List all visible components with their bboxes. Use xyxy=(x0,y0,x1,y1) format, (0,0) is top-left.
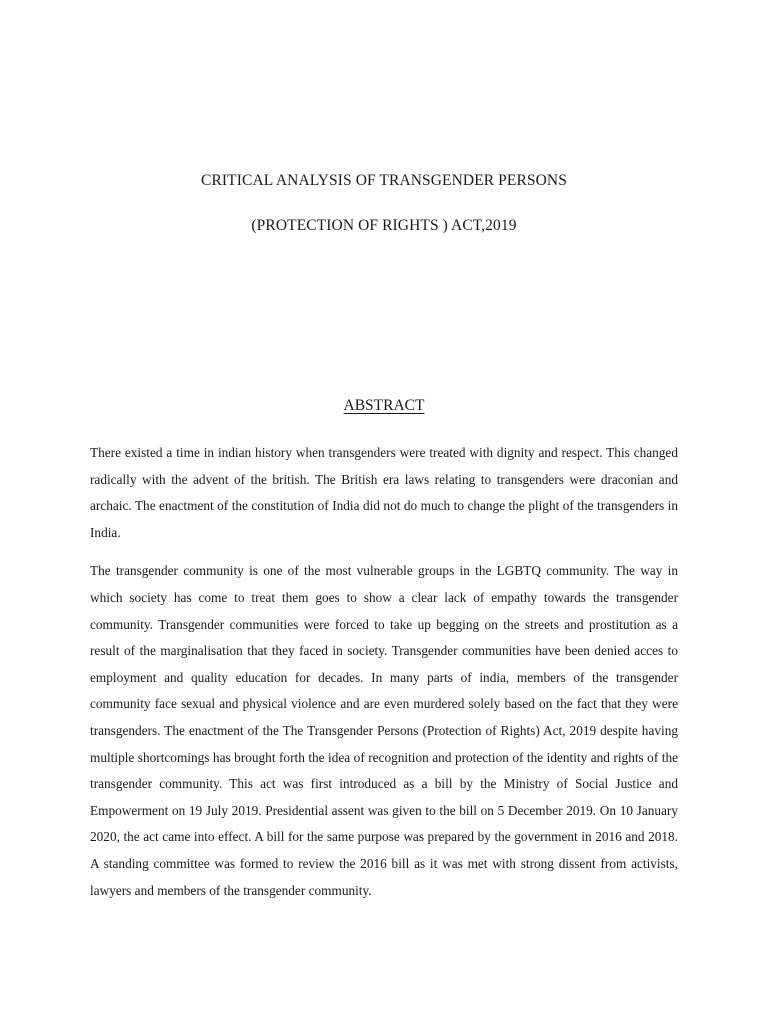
abstract-paragraph-1: There existed a time in indian history when transgenders were treated with dignity and respect. This changed radically with the advent of the british. The British era laws relating to transgenders were draconian and archaic. The enactment of the constitution of India did not do much to change the plight of the transgenders in India. xyxy=(90,445,678,540)
abstract-heading: ABSTRACT xyxy=(343,397,425,414)
document-title-line-2: (PROTECTION OF RIGHTS ) ACT,2019 xyxy=(251,217,517,234)
abstract-body xyxy=(90,440,678,904)
document-title-line-1: CRITICAL ANALYSIS OF TRANSGENDER PERSONS xyxy=(201,172,567,189)
abstract-paragraph-2: The transgender community is one of the most vulnerable groups in the LGBTQ community. The way in which society has come to treat them goes to show a clear lack of empathy towards the transgender community. Transgender communities were forced to take up begging on the streets and prostitution as a result of the marginalisation that they faced in society. Transgender communities have been denied acces to employment and quality education for decades. In many parts of india, members of the transgender community face sexual and physical violence and are even murdered solely based on the fact that they were transgenders. The enactment of the The Transgender Persons (Protection of Rights) Act, 2019 despite having multiple shortcomings has brought forth the idea of recognition and protection of the identity and rights of the transgender community. This act was first introduced as a bill by the Ministry of Social Justice and Empowerment on 19 July 2019. Presidential assent was given to the bill on 5 December 2019. On 10 January 2020, the act came into effect. A bill for the same purpose was prepared by the government in 2016 and 2018. A standing committee was formed to review the 2016 bill as it was met with strong dissent from activists, lawyers and members of the transgender community. xyxy=(90,563,678,898)
